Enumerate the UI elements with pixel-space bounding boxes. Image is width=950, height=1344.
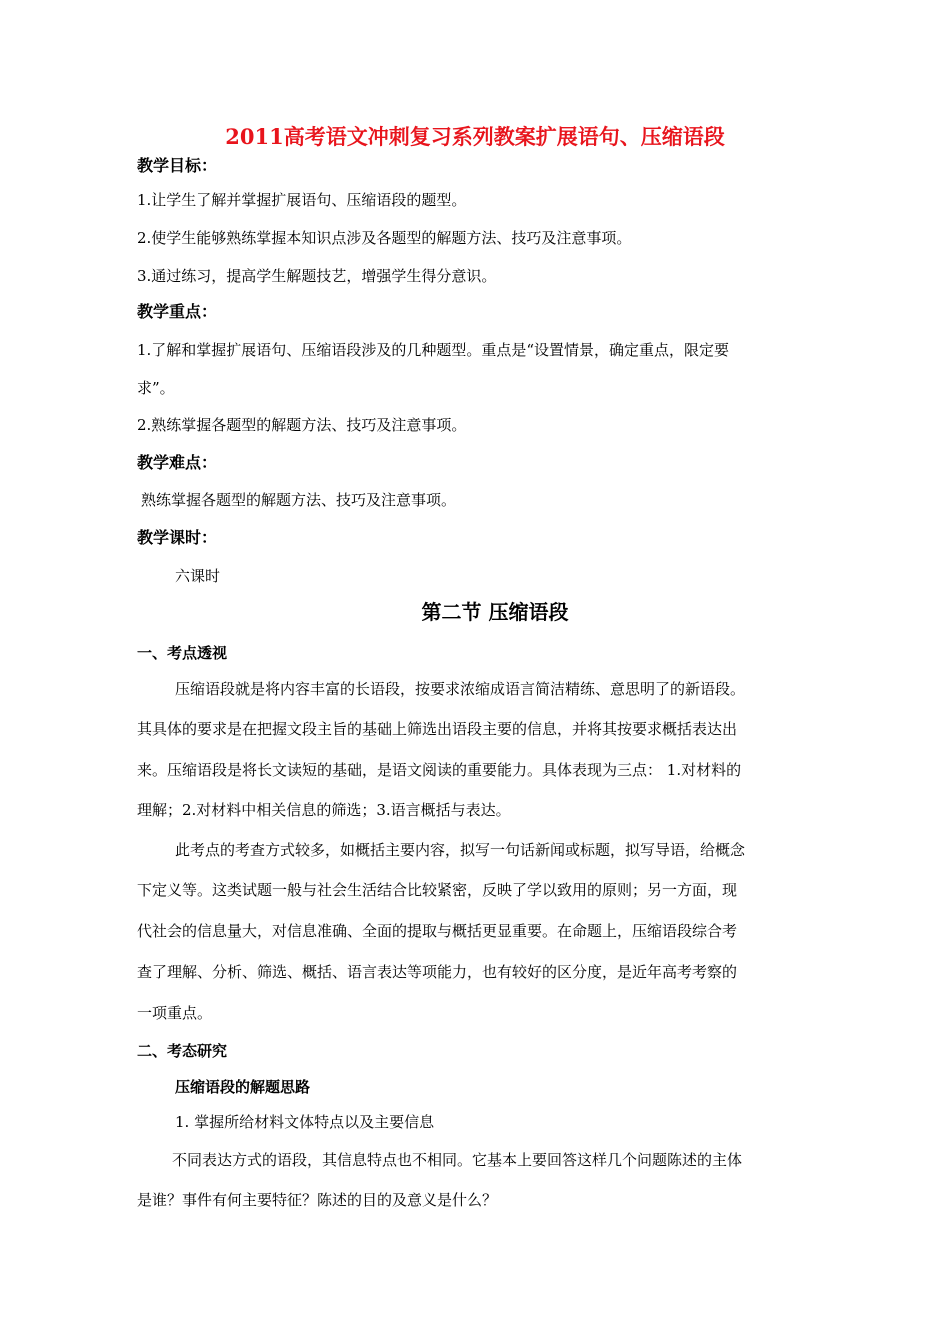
key-points-heading: 教学重点： [137,302,218,321]
part2-subheading: 压缩语段的解题思路 [175,1078,311,1096]
part2-para-line-2: 是谁？事件有何主要特征？陈述的目的及意义是什么？ [137,1191,498,1209]
key-points-item-2: 2.熟练掌握各题型的解题方法、技巧及注意事项。 [137,416,467,434]
part2-para-line-1: 不同表达方式的语段，其信息特点也不相同。它基本上要回答这样几个问题陈述的主体 [172,1151,743,1169]
part1-para1-line-1: 压缩语段就是将内容丰富的长语段，按要求浓缩成语言简洁精练、意思明了的新语段。 [175,680,746,698]
section-title: 第二节 压缩语段 [421,600,569,624]
goals-item-1: 1.让学生了解并掌握扩展语句、压缩语段的题型。 [137,191,467,209]
key-points-item-1-line-2: 求”。 [137,379,175,397]
hours-text: 六课时 [175,567,221,585]
goals-heading: 教学目标： [137,156,218,175]
hours-heading: 教学课时： [137,528,218,547]
difficulties-text: 熟练掌握各题型的解题方法、技巧及注意事项。 [141,491,457,509]
part1-para2-line-4: 查了理解、分析、筛选、概括、语言表达等项能力，也有较好的区分度，是近年高考考察的 [137,963,738,981]
part1-para1-line-2: 其具体的要求是在把握文段主旨的基础上筛选出语段主要的信息，并将其按要求概括表达出 [137,720,738,738]
part1-heading: 一、考点透视 [137,644,228,662]
part1-para1-line-4: 理解；2.对材料中相关信息的筛选；3.语言概括与表达。 [137,801,511,819]
part2-heading: 二、考态研究 [137,1042,228,1060]
part2-step-1: 1. 掌握所给材料文体特点以及主要信息 [175,1113,435,1131]
key-points-item-1-line-1: 1.了解和掌握扩展语句、压缩语段涉及的几种题型。重点是“设置情景，确定重点，限定要 [137,341,729,359]
part1-para2-line-2: 下定义等。这类试题一般与社会生活结合比较紧密，反映了学以致用的原则；另一方面，现 [137,881,738,899]
part1-para2-line-3: 代社会的信息量大，对信息准确、全面的提取与概括更显重要。在命题上，压缩语段综合考 [137,922,738,940]
document-title: 2011高考语文冲刺复习系列教案扩展语句、压缩语段 [225,124,725,149]
goals-item-2: 2.使学生能够熟练掌握本知识点涉及各题型的解题方法、技巧及注意事项。 [137,229,632,247]
part1-para2-line-1: 此考点的考查方式较多，如概括主要内容，拟写一句话新闻或标题，拟写导语，给概念 [175,841,746,859]
part1-para2-line-5: 一项重点。 [137,1004,213,1022]
goals-item-3: 3.通过练习，提高学生解题技艺，增强学生得分意识。 [137,267,497,285]
difficulties-heading: 教学难点： [137,453,218,472]
part1-para1-line-3: 来。压缩语段是将长文读短的基础，是语文阅读的重要能力。具体表现为三点： 1.对材料的 [137,761,742,779]
